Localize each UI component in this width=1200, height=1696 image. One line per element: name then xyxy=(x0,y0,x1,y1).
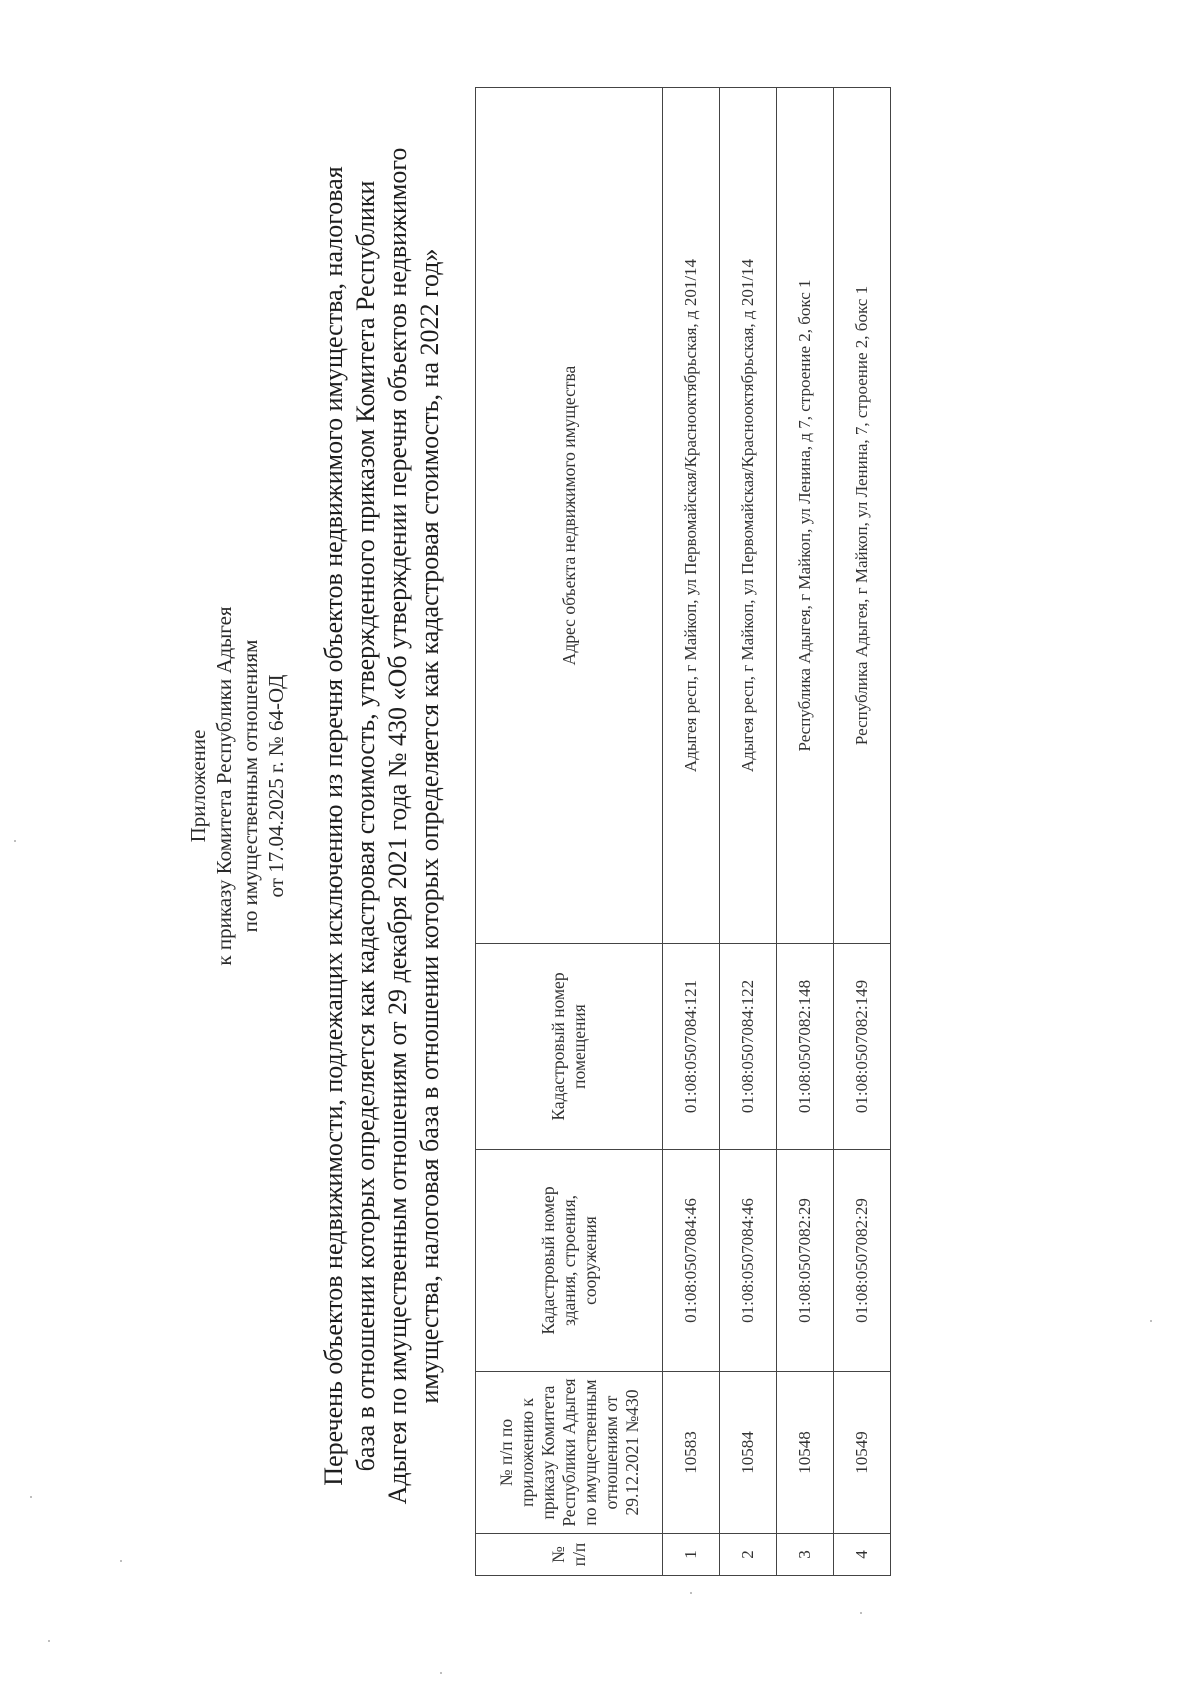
table-row xyxy=(720,88,777,1576)
cell-building-cadastral: 01:08:0507082:29 xyxy=(834,1150,891,1372)
cell-appendix-num: 10584 xyxy=(720,1372,777,1534)
header-line: по имущественным xyxy=(579,1379,600,1526)
header-address xyxy=(476,88,663,944)
header-line: Кадастровый номер xyxy=(548,972,568,1121)
cell-num: 3 xyxy=(777,1534,834,1576)
cell-building-cadastral: 01:08:0507082:29 xyxy=(777,1150,834,1372)
document-title xyxy=(318,66,446,1586)
header-room-cadastral xyxy=(476,944,663,1150)
cell-num: 4 xyxy=(834,1534,891,1576)
scan-speck xyxy=(860,1612,862,1614)
title-line: Перечень объектов недвижимости, подлежащих исключению из перечня объектов недвижимого имущества, налоговая xyxy=(319,166,348,1486)
scan-speck xyxy=(14,840,16,842)
appendix-line: к приказу Комитета Республики Адыгея xyxy=(212,606,236,966)
title-line: база в отношении которых определяется как кадастровая стоимость, утвержденного приказом Комитета Республики xyxy=(351,180,380,1472)
table-header-row xyxy=(476,88,663,1576)
scan-speck xyxy=(30,1496,32,1498)
appendix-note xyxy=(185,436,289,1136)
header-line: 29.12.2021 №430 xyxy=(621,1389,642,1516)
cell-room-cadastral: 01:08:0507084:121 xyxy=(663,944,720,1150)
appendix-line: Приложение xyxy=(186,729,210,843)
cell-address: Адыгея респ, г Майкоп, ул Первомайская/Краснооктябрьская, д 201/14 xyxy=(720,88,777,944)
header-line: Республики Адыгея xyxy=(558,1378,579,1527)
scan-speck xyxy=(48,1640,50,1642)
cell-address: Республика Адыгея, г Майкоп, ул Ленина, 7, строение 2, бокс 1 xyxy=(834,88,891,944)
table-row xyxy=(777,88,834,1576)
header-line: здания, строения, xyxy=(558,1194,579,1327)
cell-address: Адыгея респ, г Майкоп, ул Первомайская/Краснооктябрьская, д 201/14 xyxy=(663,88,720,944)
cell-address: Республика Адыгея, г Майкоп, ул Ленина, д 7, строение 2, бокс 1 xyxy=(777,88,834,944)
header-line: п/п xyxy=(569,1542,589,1567)
title-line: имущества, налоговая база в отношении которых определяется как кадастровая стоимость, на 2022 год» xyxy=(415,248,444,1404)
header-num xyxy=(476,1534,663,1576)
header-appendix-num xyxy=(476,1372,663,1534)
header-line: отношениям от xyxy=(600,1395,621,1510)
title-line: Адыгея по имущественным отношениям от 29 декабря 2021 года № 430 «Об утверждении перечня объектов недвижимого xyxy=(383,147,412,1505)
header-line: приложению к xyxy=(516,1398,537,1507)
scan-speck xyxy=(1150,1320,1152,1322)
scan-speck xyxy=(690,1592,692,1594)
appendix-line: от 17.04.2025 г. № 64-ОД xyxy=(264,674,288,898)
header-building-cadastral xyxy=(476,1150,663,1372)
cell-appendix-num: 10583 xyxy=(663,1372,720,1534)
cell-room-cadastral: 01:08:0507082:148 xyxy=(777,944,834,1150)
header-line: Адрес объекта недвижимого имущества xyxy=(558,365,579,666)
cell-num: 1 xyxy=(663,1534,720,1576)
table-row xyxy=(663,88,720,1576)
header-line: № xyxy=(548,1546,568,1563)
scan-speck xyxy=(440,1672,442,1674)
property-table xyxy=(475,87,891,1576)
header-line: сооружения xyxy=(579,1216,600,1305)
cell-appendix-num: 10549 xyxy=(834,1372,891,1534)
cell-num: 2 xyxy=(720,1534,777,1576)
header-line: приказу Комитета xyxy=(537,1385,558,1520)
cell-building-cadastral: 01:08:0507084:46 xyxy=(720,1150,777,1372)
header-line: № п/п по xyxy=(495,1418,516,1487)
cell-building-cadastral: 01:08:0507084:46 xyxy=(663,1150,720,1372)
scan-speck xyxy=(120,1560,122,1562)
header-line: помещения xyxy=(569,1004,589,1089)
cell-room-cadastral: 01:08:0507084:122 xyxy=(720,944,777,1150)
cell-appendix-num: 10548 xyxy=(777,1372,834,1534)
header-line: Кадастровый номер xyxy=(537,1186,558,1335)
table-row xyxy=(834,88,891,1576)
cell-room-cadastral: 01:08:0507082:149 xyxy=(834,944,891,1150)
appendix-line: по имущественным отношениям xyxy=(238,639,262,933)
